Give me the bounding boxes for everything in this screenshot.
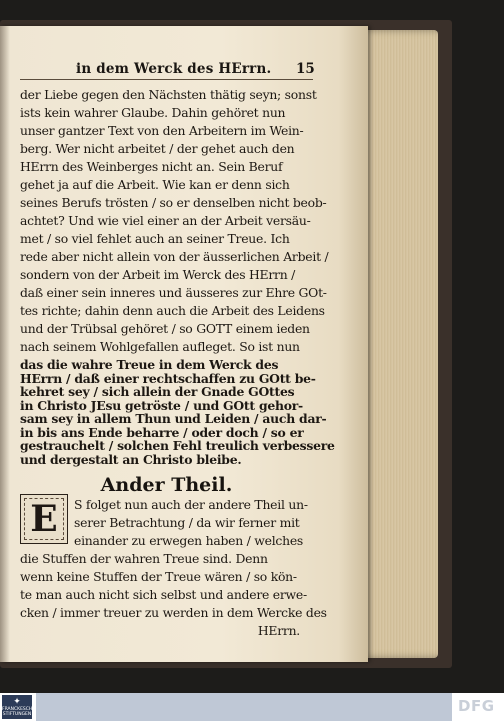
text-line: berg. Wer nicht arbeitet / der gehet auch den [20,141,295,156]
text-line: nach seinem Wohlgefallen aufleget. So ist nun [20,339,300,354]
text-line: seines Berufs trösten / so er denselben nicht beob- [20,195,327,210]
text-line: HErrn des Weinberges nicht an. Sein Beruf [20,159,283,174]
text-line: S folget nun auch der andere Theil un- [74,497,308,512]
header-rule [20,79,313,80]
drop-initial-letter: E [30,498,58,540]
text-line: cken / immer treuer zu werden in dem Wercke des [20,605,327,620]
text-line: te man auch nicht sich selbst und andere erwe- [20,587,307,602]
text-line: einander zu erwegen haben / welches [74,533,304,548]
section-heading: Ander Theil. [100,474,233,496]
text-line: ists kein wahrer Glaube. Dahin gehöret nun [20,105,286,120]
text-line: die Stuffen der wahren Treue sind. Denn [20,551,268,566]
emphasis-line: kehret sey / sich allein der Gnade GOttes [20,384,295,399]
text-line: HErrn. [257,623,300,638]
page-edges [360,30,438,658]
text-line: daß einer sein inneres und äusseres zur Ehre GOt- [20,285,327,300]
viewer-footer [0,693,504,721]
text-line: und der Trübsal gehöret / so GOTT einem ieden [20,321,310,336]
franckesche-stiftungen-logo[interactable] [2,695,36,719]
dfg-logo[interactable]: DFG [458,697,495,715]
gutter-shadow [0,26,10,662]
text-line: serer Betrachtung / da wir ferner mit [74,515,300,530]
text-line: der Liebe gegen den Nächsten thätig seyn; sonst [20,87,317,102]
text-line: tes richte; dahin denn auch die Arbeit des Leidens [20,303,325,318]
text-line: rede aber nicht allein von der äusserlichen Arbeit / [20,249,329,264]
footer-bar [36,693,452,721]
emphasis-line: in Christo JEsu getröste / und GOtt gehor- [20,397,303,413]
text-line: met / so viel fehlet auch an seiner Treue. Ich [20,231,290,246]
crest-icon: ✦ [13,696,21,707]
drop-initial [20,494,68,544]
text-line: sondern von der Arbeit im Werck des HErrn / [20,267,296,282]
text-line: gehet ja auf die Arbeit. Wie kan er denn sich [20,177,290,192]
emphasis-line: und dergestalt an Christo bleibe. [20,451,242,467]
text-line: wenn keine Stuffen der Treue wären / so kön- [20,569,297,584]
emphasis-line: das die wahre Treue in dem Werck des [20,357,279,372]
text-line: achtet? Und wie viel einer an der Arbeit versäu- [20,213,311,228]
emphasis-line: in bis ans Ende beharre / oder doch / so er [20,424,304,440]
emphasis-line: gestrauchelt / solchen Fehl treulich verbessere [20,438,335,453]
text-line: unser gantzer Text von den Arbeitern im Wein- [20,123,304,138]
logo-line: STIFTUNGEN [2,711,32,717]
running-title: in dem Werck des HErrn. [76,61,272,77]
page-number: 15 [296,61,315,77]
emphasis-line: HErrn / daß einer rechtschaffen zu GOtt be- [20,370,316,386]
emphasis-line: sam sey in allem Thun und Leiden / auch dar- [20,411,327,426]
logo-line: FRANCKESCHE [2,706,36,712]
